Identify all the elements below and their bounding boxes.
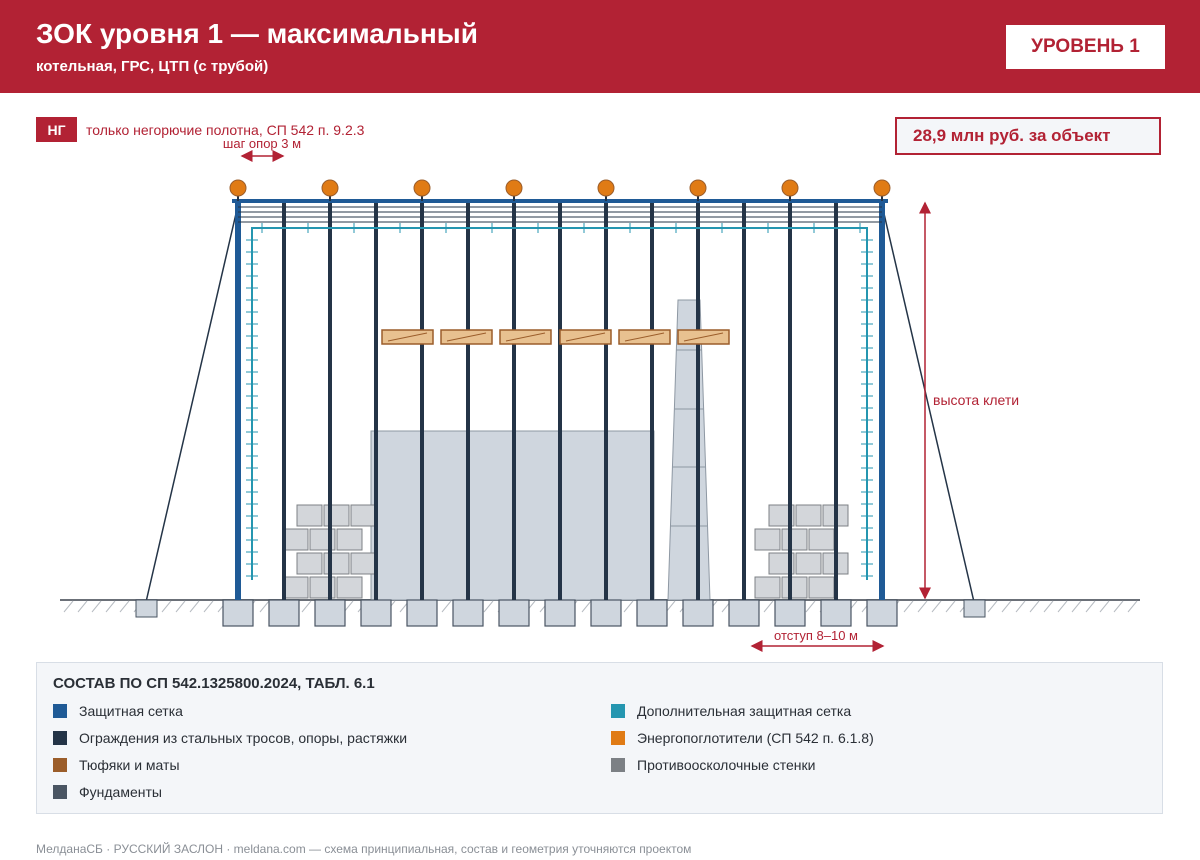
ground-hatch (582, 601, 591, 612)
ground-hatch (162, 601, 171, 612)
ground-hatch (120, 601, 129, 612)
ground-hatch (1030, 601, 1039, 612)
legend-swatch (611, 758, 625, 772)
wall-brick (782, 577, 807, 598)
ground-hatch (302, 601, 311, 612)
legend-swatch (53, 785, 67, 799)
ground-hatch (932, 601, 941, 612)
legend-item-anti-fragment-walls (611, 757, 815, 773)
foundation-block (361, 600, 391, 626)
ground-hatch (904, 601, 913, 612)
legend-item-energy-absorbers (611, 730, 874, 746)
foundation-block (775, 600, 805, 626)
energy-absorber-icon (506, 180, 522, 196)
wall-brick (324, 505, 349, 526)
height-label: высота клети (933, 392, 1020, 408)
ground-hatch (1128, 601, 1137, 612)
ground-hatch (64, 601, 73, 612)
ground-hatch (988, 601, 997, 612)
ground-hatch (1044, 601, 1053, 612)
legend-swatch (611, 731, 625, 745)
ground-hatch (918, 601, 927, 612)
legend-item-mats (53, 757, 180, 773)
page-subtitle: котельная, ГРС, ЦТП (с трубой) (36, 58, 269, 75)
ground-hatch (260, 601, 269, 612)
legend-panel (36, 662, 1163, 814)
footer-text: МелданаСБ · РУССКИЙ ЗАСЛОН · meldana.com — схема принципиальная, состав и геометрия уточняются проектом (36, 842, 692, 856)
foundation-block (591, 600, 621, 626)
foundation-block (315, 600, 345, 626)
foundation-block (821, 600, 851, 626)
legend-title: СОСТАВ ПО СП 542.1325800.2024, ТАБЛ. 6.1 (53, 675, 375, 692)
legend-swatch (53, 731, 67, 745)
foundation-block (683, 600, 713, 626)
ground-hatch (946, 601, 955, 612)
wall-brick (337, 529, 362, 550)
ground-hatch (204, 601, 213, 612)
legend-item-protective-net (53, 703, 183, 719)
chimney (668, 300, 710, 600)
energy-absorber-icon (782, 180, 798, 196)
ground-hatch (442, 601, 451, 612)
energy-absorber-icon (322, 180, 338, 196)
ground-hatch (1114, 601, 1123, 612)
legend-swatch (53, 758, 67, 772)
foundation-block (637, 600, 667, 626)
foundation-block (499, 600, 529, 626)
wall-brick (337, 577, 362, 598)
ground-hatch (764, 601, 773, 612)
ground-hatch (1058, 601, 1067, 612)
foundation-block (269, 600, 299, 626)
wall-brick (755, 529, 780, 550)
ground-hatch (1100, 601, 1109, 612)
ng-note-text: только негорючие полотна, СП 542 п. 9.2.3 (86, 122, 365, 138)
energy-absorber-icon (598, 180, 614, 196)
page-title: ЗОК уровня 1 — максимальный (36, 18, 478, 49)
wall-brick (809, 529, 834, 550)
energy-absorber-icon (874, 180, 890, 196)
legend-item-steel-cables (53, 730, 407, 746)
energy-absorber-icon (690, 180, 706, 196)
wall-brick (324, 553, 349, 574)
post-step-label: шаг опор 3 м (222, 136, 302, 151)
foundation-block (223, 600, 253, 626)
ground-hatch (106, 601, 115, 612)
legend-label: Ограждения из стальных тросов, опоры, растяжки (79, 730, 408, 746)
wall-brick (755, 577, 780, 598)
legend-label: Фундаменты (79, 784, 162, 800)
legend-label: Энергопоглотители (СП 542 п. 6.1.8) (637, 730, 874, 746)
legend-swatch (53, 704, 67, 718)
wall-brick (351, 505, 376, 526)
wall-brick (796, 505, 821, 526)
ground-hatch (624, 601, 633, 612)
ng-badge: НГ (36, 117, 77, 142)
foundations (223, 600, 897, 626)
offset-label: отступ 8–10 м (774, 628, 858, 643)
ground-hatch (806, 601, 815, 612)
energy-absorbers (230, 180, 890, 201)
wall-brick (796, 553, 821, 574)
foundation-block (729, 600, 759, 626)
legend-label: Противоосколочные стенки (637, 757, 816, 773)
wall-brick (283, 529, 308, 550)
wall-brick (297, 553, 322, 574)
energy-absorber-icon (230, 180, 246, 196)
legend-label: Дополнительная защитная сетка (637, 703, 852, 719)
ground-hatch (1086, 601, 1095, 612)
anchor-left (136, 600, 157, 617)
wall-brick (782, 529, 807, 550)
ground-hatch (484, 601, 493, 612)
wall-brick (297, 505, 322, 526)
ground-hatch (190, 601, 199, 612)
foundation-block (407, 600, 437, 626)
legend-item-foundations (53, 784, 162, 800)
ground-hatch (92, 601, 101, 612)
foundation-block (867, 600, 897, 626)
wall-brick (283, 577, 308, 598)
legend-label: Тюфяки и маты (79, 757, 180, 773)
cost-box: 28,9 млн руб. за объект (895, 117, 1161, 155)
ground-hatch (176, 601, 185, 612)
ground-hatch (78, 601, 87, 612)
ground-hatch (1016, 601, 1025, 612)
foundation-block (545, 600, 575, 626)
energy-absorber-icon (414, 180, 430, 196)
foundation-block (453, 600, 483, 626)
ground-hatch (1002, 601, 1011, 612)
wall-brick (351, 553, 376, 574)
legend-swatch (611, 704, 625, 718)
wall-brick (809, 577, 834, 598)
level-badge: УРОВЕНЬ 1 (1006, 25, 1165, 69)
ground-hatch (1072, 601, 1081, 612)
legend-label: Защитная сетка (79, 703, 183, 719)
legend-item-additional-net (611, 703, 851, 719)
anchor-right (964, 600, 985, 617)
